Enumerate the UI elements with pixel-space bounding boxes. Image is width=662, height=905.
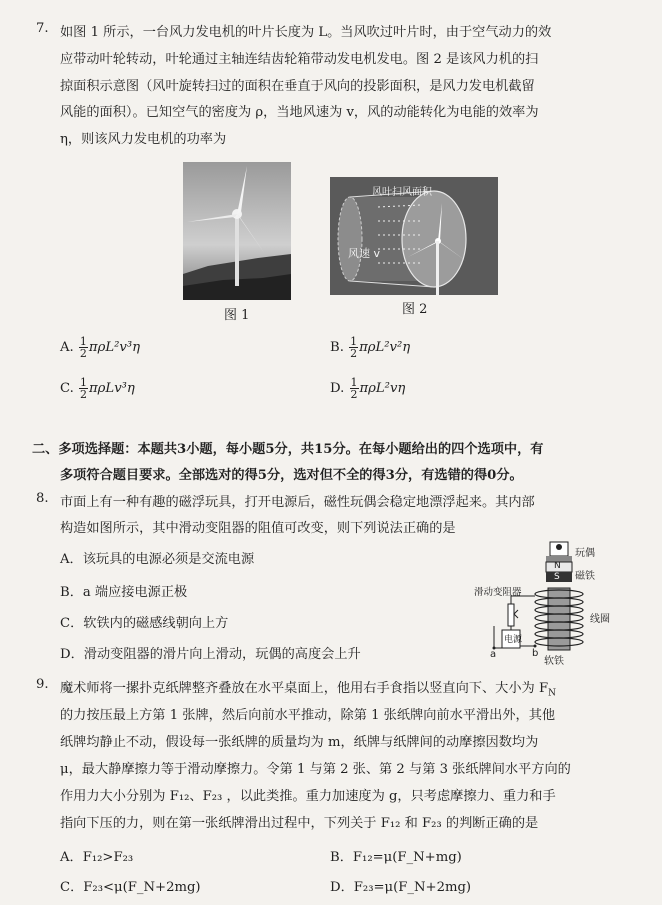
q9-line-1 — [60, 677, 556, 699]
fraction — [79, 377, 88, 400]
q7-option-a[interactable] — [60, 336, 140, 359]
q8-line-2: 构造如图所示，其中滑动变阻器的阻值可改变，则下列说法正确的是 — [60, 521, 456, 536]
q8-option-b[interactable]: B．a 端应接电源正极 — [60, 585, 188, 600]
q7-line-5: η，则该风力发电机的功率为 — [60, 132, 227, 147]
question-number: 7. — [36, 21, 49, 36]
q9-line-6: 指向下压的力，则在第一张纸牌滑出过程中，下列关于 F₁₂ 和 F₂₃ 的判断正确的是 — [60, 816, 539, 831]
label-coil: 线圈 — [590, 614, 610, 625]
fraction-denominator: 2 — [350, 388, 358, 401]
label-power: 电源 — [504, 635, 523, 645]
q9-line-2: 的力按压最上方第 1 张牌，然后向前水平推动，除第 1 张纸牌向前水平滑出外，其他 — [60, 708, 556, 723]
q8-option-d[interactable]: D．滑动变阻器的滑片向上滑动，玩偶的高度会上升 — [60, 647, 361, 662]
q9-option-c[interactable]: C．F₂₃<μ(F_N+2mg) — [60, 880, 201, 895]
fraction-numerator: 1 — [350, 335, 358, 348]
figure-1-wind-turbine — [183, 162, 291, 300]
section-2-line-2: 多项符合题目要求。全部选对的得5分，选对但不全的得3分，有选错的得0分。 — [60, 468, 523, 483]
fraction — [350, 377, 359, 400]
figure-2-label-wind-speed: 风速 v — [348, 247, 381, 260]
label-doll: 玩偶 — [575, 548, 595, 559]
label-b: b — [532, 648, 539, 659]
option-letter: B. — [330, 340, 344, 355]
option-expression: πρL²v³η — [88, 340, 141, 355]
fraction-denominator: 2 — [80, 388, 88, 401]
q9-line-3: 纸牌均静止不动，假设每一张纸牌的质量均为 m，纸牌与纸牌间的动摩擦因数均为 — [60, 735, 539, 750]
q9-line-1-text: 魔术师将一摞扑克纸牌整齐叠放在水平桌面上，他用右手食指以竖直向下、大小为 F — [60, 681, 549, 696]
q9-line-4: μ，最大静摩擦力等于滑动摩擦力。令第 1 与第 2 张、第 2 与第 3 张纸牌间水平方向的 — [60, 762, 571, 777]
option-expression: πρL²vη — [359, 381, 406, 396]
q8-option-a[interactable]: A．该玩具的电源必须是交流电源 — [60, 552, 255, 567]
option-expression: πρLv³η — [89, 381, 135, 396]
q9-option-a[interactable]: A．F₁₂>F₂₃ — [60, 850, 134, 865]
q9-option-b[interactable]: B．F₁₂=μ(F_N+mg) — [330, 850, 462, 865]
label-soft-iron: 软铁 — [544, 656, 564, 666]
figure-2-caption: 图 2 — [402, 302, 428, 317]
fraction — [349, 336, 358, 359]
option-expression: πρL²v²η — [359, 340, 411, 355]
q7-line-3: 掠面积示意图（风叶旋转扫过的面积在垂直于风向的投影面积，是风力发电机截留 — [60, 79, 535, 94]
q9-line-1-subscript: N — [548, 688, 556, 699]
label-pole-n: N — [554, 561, 561, 571]
q9-option-d[interactable]: D．F₂₃=μ(F_N+2mg) — [330, 880, 472, 895]
fraction-denominator: 2 — [79, 347, 87, 360]
question-number: 9. — [36, 677, 49, 692]
fraction — [79, 336, 88, 359]
option-letter: A. — [60, 340, 74, 355]
section-2-line-1: 二、多项选择题：本题共3小题，每小题5分，共15分。在每小题给出的四个选项中，有 — [32, 442, 544, 457]
figure-1-caption: 图 1 — [224, 308, 250, 323]
q7-option-b[interactable] — [330, 336, 410, 359]
figure-2-swept-area — [330, 177, 498, 295]
option-letter: C. — [60, 381, 74, 396]
q7-option-c[interactable] — [60, 377, 135, 400]
fraction-denominator: 2 — [350, 347, 358, 360]
label-magnet: 磁铁 — [575, 571, 595, 582]
q7-line-2: 应带动叶轮转动，叶轮通过主轴连结齿轮箱带动发电机发电。图 2 是该风力机的扫 — [60, 52, 539, 67]
q8-option-c[interactable]: C．软铁内的磁感线朝向上方 — [60, 616, 229, 631]
q7-line-1: 如图 1 所示，一台风力发电机的叶片长度为 L。当风吹过叶片时，由于空气动力的效 — [60, 25, 552, 40]
q7-option-d[interactable] — [330, 377, 405, 400]
q7-line-4: 风能的面积）。已知空气的密度为 ρ，当地风速为 v，风的动能转化为电能的效率为 — [60, 105, 539, 120]
q9-line-5: 作用力大小分别为 F₁₂、F₂₃ ，以此类推。重力加速度为 g，只考虑摩擦力、重力和手 — [60, 789, 556, 804]
fraction-numerator: 1 — [79, 335, 87, 348]
question-number: 8. — [36, 491, 49, 506]
option-letter: D. — [330, 381, 345, 396]
figure-maglev-toy — [474, 538, 624, 666]
fraction-numerator: 1 — [350, 376, 358, 389]
label-pole-s: S — [554, 572, 560, 582]
label-a: a — [490, 649, 497, 660]
q8-line-1: 市面上有一种有趣的磁浮玩具，打开电源后，磁性玩偶会稳定地漂浮起来。其内部 — [60, 495, 535, 510]
fraction-numerator: 1 — [80, 376, 88, 389]
label-rheostat: 滑动变阻器 — [474, 587, 522, 598]
figure-2-label-swept-area: 风叶扫风面积 — [372, 187, 432, 198]
